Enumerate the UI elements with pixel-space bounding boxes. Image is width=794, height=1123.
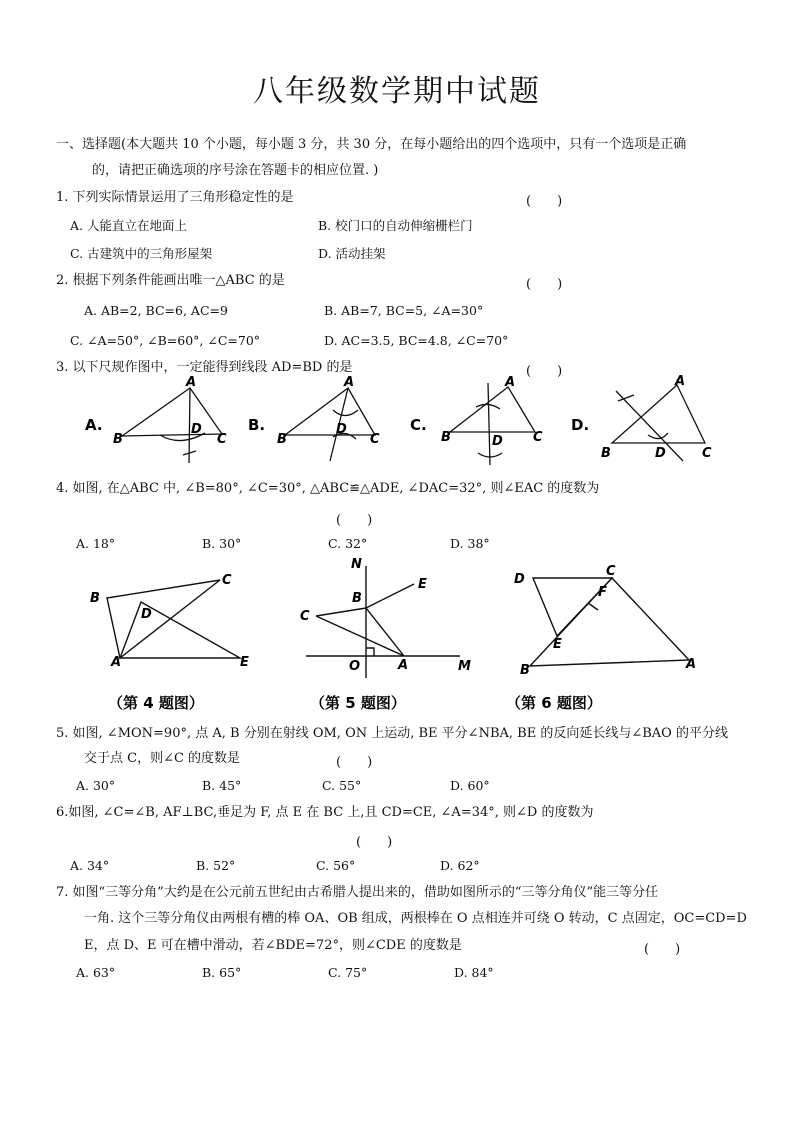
q3b-label-a: A [344, 375, 355, 390]
q4-option-b: B. 30° [202, 536, 242, 551]
q3d-label-d: D [655, 446, 666, 461]
q2-option-b: B. AB=7, BC=5, ∠A=30° [324, 303, 484, 318]
q5-option-d: D. 60° [450, 778, 490, 793]
q5-stem-line2: 交于点 C，则∠C 的度数是 [84, 751, 241, 766]
q3-figure-a [122, 388, 222, 463]
q7-option-c: C. 75° [328, 965, 368, 980]
q7-answer-paren: ( ) [644, 942, 681, 957]
question-figures [0, 550, 794, 720]
q3-figure-c [450, 383, 535, 465]
q3d-label-a: A [675, 375, 686, 389]
q6-option-c: C. 56° [316, 858, 356, 873]
fig6-label-b: B [520, 663, 530, 678]
q1-option-a: A. 人能直立在地面上 [70, 218, 187, 233]
figure-4 [107, 580, 240, 658]
q3c-label-a: A [505, 375, 516, 390]
q6-stem: 6.如图, ∠C=∠B, AF⊥BC,垂足为 F, 点 E 在 BC 上,且 CD=CE, ∠A=34°, 则∠D 的度数为 [56, 805, 594, 820]
q3d-label-c: C [702, 446, 712, 461]
q5-answer-paren: ( ) [336, 755, 373, 770]
q7-option-d: D. 84° [454, 965, 494, 980]
q3d-label-b: B [601, 446, 611, 461]
q7-option-b: B. 65° [202, 965, 242, 980]
fig4-label-b: B [90, 591, 100, 606]
fig5-label-c: C [300, 609, 310, 624]
q3-option-c-label: C. [410, 416, 427, 434]
fig5-label-m: M [458, 659, 471, 674]
fig6-label-a: A [686, 657, 697, 672]
q3c-label-b: B [441, 430, 451, 445]
q2-option-a: A. AB=2, BC=6, AC=9 [84, 303, 228, 318]
q7-stem-line3: E，点 D、E 可在槽中滑动，若∠BDE=72°，则∠CDE 的度数是 [84, 938, 462, 953]
fig6-label-e: E [553, 637, 562, 652]
q2-answer-paren: ( ) [526, 277, 563, 292]
q3a-label-a: A [186, 375, 197, 390]
q1-option-c: C. 古建筑中的三角形屋架 [70, 246, 213, 261]
q3-answer-paren: ( ) [526, 364, 563, 379]
q1-option-d: D. 活动挂架 [318, 246, 386, 261]
q4-option-d: D. 38° [450, 536, 490, 551]
q3-option-b-label: B. [248, 416, 266, 434]
q3c-label-c: C [533, 430, 543, 445]
q3a-label-b: B [113, 432, 123, 447]
figure-6 [530, 578, 689, 666]
q3-option-a-label: A. [85, 416, 103, 434]
q6-option-d: D. 62° [440, 858, 480, 873]
q4-option-a: A. 18° [76, 536, 116, 551]
q1-answer-paren: ( ) [526, 194, 563, 209]
q3a-label-d: D [191, 422, 202, 437]
page-title: 八年级数学期中试题 [253, 74, 541, 109]
q3b-label-b: B [277, 432, 287, 447]
q5-option-a: A. 30° [76, 778, 116, 793]
q6-answer-paren: ( ) [356, 835, 393, 850]
section-instructions-line2: 的，请把正确选项的序号涂在答题卡的相应位置. ) [92, 163, 379, 178]
figure-6-caption: （第 6 题图） [506, 694, 602, 712]
q6-option-a: A. 34° [70, 858, 110, 873]
q1-option-b: B. 校门口的自动伸缩栅栏门 [318, 218, 473, 233]
fig4-label-a: A [111, 655, 122, 670]
fig4-label-c: C [222, 573, 232, 588]
figure-4-caption: （第 4 题图） [108, 694, 204, 712]
q3c-label-d: D [492, 434, 503, 449]
q3-figure-b [285, 388, 375, 461]
q3-option-d-label: D. [571, 416, 590, 434]
section-instructions-line1: 一、选择题(本大题共 10 个小题，每小题 3 分，共 30 分，在每小题给出的四个选项中，只有一个选项是正确 [56, 137, 687, 152]
q7-option-a: A. 63° [76, 965, 116, 980]
q3b-label-c: C [370, 432, 380, 447]
fig6-label-d: D [514, 572, 525, 587]
q6-option-b: B. 52° [196, 858, 236, 873]
q2-stem: 2. 根据下列条件能画出唯一△ABC 的是 [56, 273, 285, 288]
q5-option-c: C. 55° [322, 778, 362, 793]
fig5-label-o: O [349, 659, 361, 674]
q7-stem-line2: 一角. 这个三等分角仪由两根有槽的棒 OA、OB 组成，两根棒在 O 点相连并可绕 O 转动，C 点固定，OC=CD=D [84, 911, 747, 926]
q3-stem: 3. 以下尺规作图中，一定能得到线段 AD=BD 的是 [56, 360, 353, 375]
fig5-label-n: N [351, 557, 362, 572]
fig6-label-f: F [598, 585, 607, 600]
q4-stem: 4. 如图, 在△ABC 中, ∠B=80°, ∠C=30°, △ABC≌△ADE, ∠DAC=32°, 则∠EAC 的度数为 [56, 481, 600, 496]
q3b-label-d: D [336, 422, 347, 437]
fig5-label-a: A [398, 658, 409, 673]
q7-stem-line1: 7. 如图“三等分角”大约是在公元前五世纪由古希腊人提出来的，借助如图所示的“三等分角仪”能三等分任 [56, 885, 659, 900]
fig5-label-b: B [352, 591, 362, 606]
q4-answer-paren: ( ) [336, 513, 373, 528]
fig6-label-c: C [606, 564, 616, 579]
q5-option-b: B. 45° [202, 778, 242, 793]
q4-option-c: C. 32° [328, 536, 368, 551]
figure-5-caption: （第 5 题图） [310, 694, 406, 712]
q2-option-d: D. AC=3.5, BC=4.8, ∠C=70° [324, 333, 509, 348]
fig4-label-d: D [141, 607, 152, 622]
q2-option-c: C. ∠A=50°, ∠B=60°, ∠C=70° [70, 333, 261, 348]
q3-construction-figures [0, 375, 794, 470]
fig4-label-e: E [240, 655, 249, 670]
q5-stem-line1: 5. 如图, ∠MON=90°, 点 A, B 分别在射线 OM, ON 上运动, BE 平分∠NBA, BE 的反向延长线与∠BAO 的平分线 [56, 726, 728, 741]
q1-stem: 1. 下列实际情景运用了三角形稳定性的是 [56, 190, 294, 205]
q3a-label-c: C [217, 432, 227, 447]
figure-5 [306, 566, 460, 678]
fig5-label-e: E [418, 577, 427, 592]
